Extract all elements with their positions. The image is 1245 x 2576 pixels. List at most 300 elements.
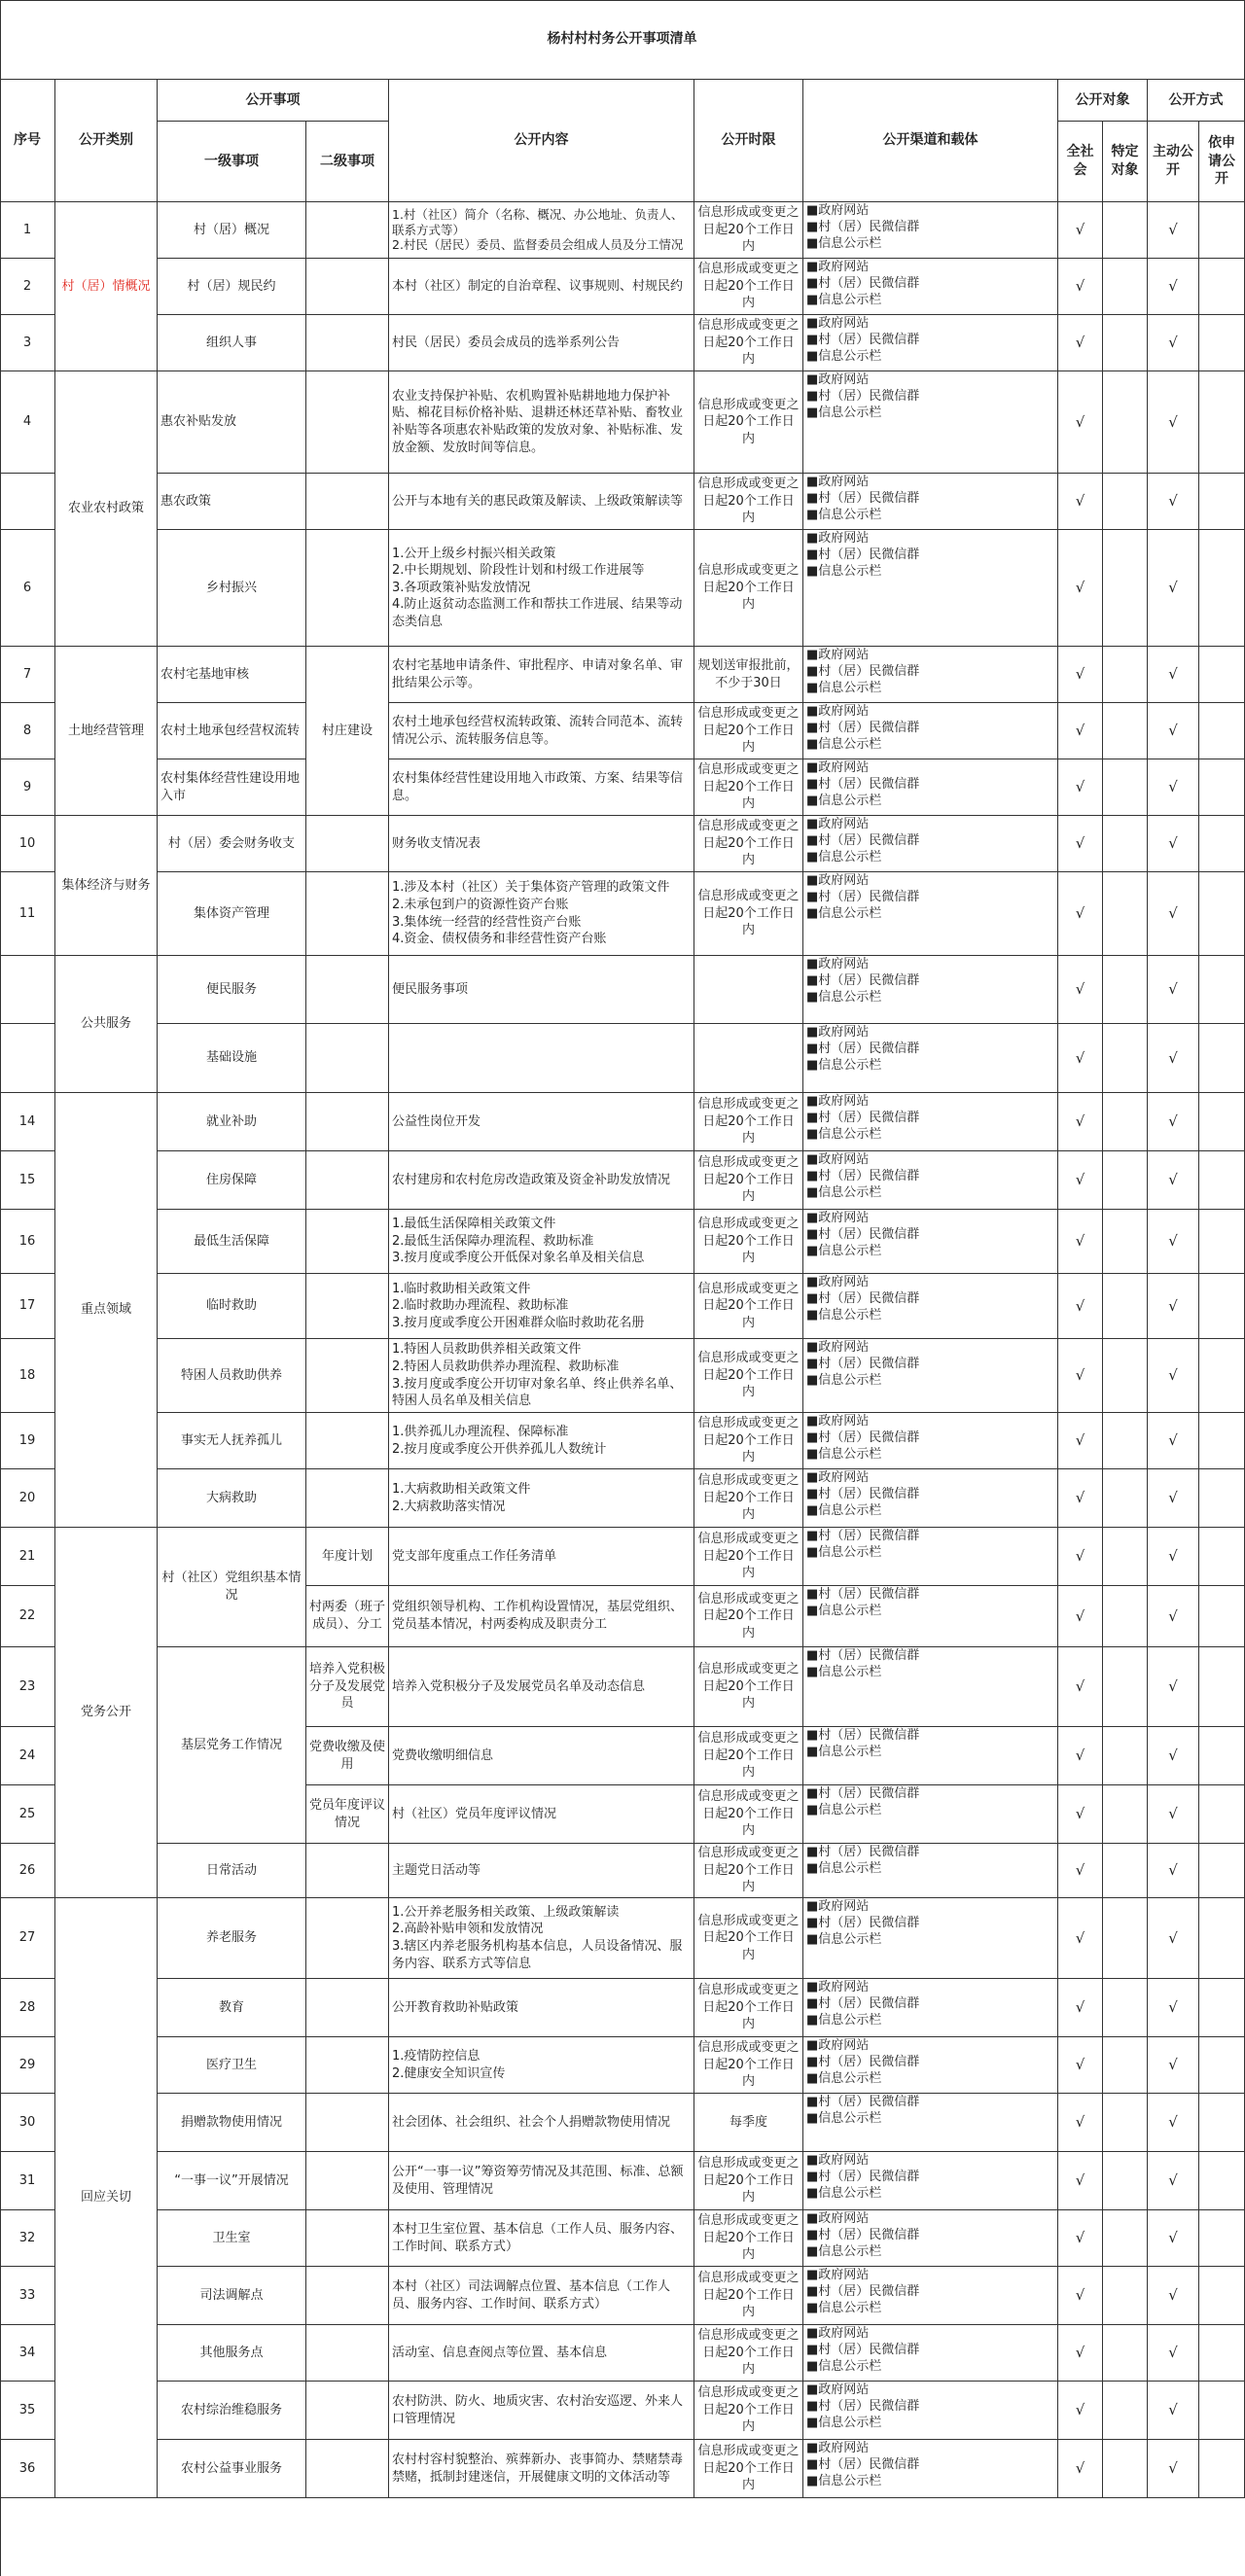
row-number-text: 17 — [18, 1298, 36, 1314]
row-number — [0, 647, 55, 703]
row-number — [0, 703, 55, 759]
time-limit-cell — [694, 872, 803, 956]
level1-item-text: 农村公益事业服务 — [180, 2460, 282, 2476]
check-method-active — [1148, 2094, 1199, 2152]
row-number-text: 33 — [18, 2287, 36, 2303]
level1-group — [158, 1647, 306, 1844]
time-limit-cell — [694, 202, 803, 259]
check-method-active — [1148, 1785, 1199, 1844]
check-method-active — [1148, 1727, 1199, 1785]
category-cell — [55, 647, 158, 816]
level2-item — [306, 956, 389, 1024]
check-method-active-text: √ — [1168, 2401, 1178, 2419]
check-target-all-text: √ — [1075, 277, 1085, 296]
level1-item — [158, 1413, 306, 1469]
content-cell-text: 村（社区）党员年度评议情况 — [392, 1806, 557, 1821]
check-target-specific — [1103, 2440, 1148, 2498]
table-title-text: 杨村村村务公开事项清单 — [547, 31, 697, 48]
channel-item: ■政府网站 — [806, 2441, 870, 2455]
content-cell-text: 本村卫生室位置、基本信息（工作人员、服务内容、工作时间、联系方式） — [392, 2221, 684, 2254]
channel-item: ■信息公示栏 — [806, 1446, 882, 1462]
level1-item-text: 村（居）概况 — [193, 222, 269, 237]
content-cell — [389, 2267, 694, 2325]
check-method-apply — [1199, 1093, 1245, 1151]
channel-cell — [803, 1898, 1058, 1979]
row-number-text: 31 — [18, 2172, 36, 2188]
check-target-specific — [1103, 1528, 1148, 1586]
channel-item: ■信息公示栏 — [806, 563, 882, 579]
content-cell — [389, 530, 694, 647]
level1-item — [158, 1979, 306, 2037]
time-limit-cell-text: 信息形成或变更之日起20个工作日内 — [697, 2213, 800, 2263]
level1-item-text: 组织人事 — [205, 335, 257, 350]
check-method-active-text: √ — [1168, 1747, 1178, 1765]
level1-item-text: 集体资产管理 — [193, 905, 269, 921]
level1-item-text: 教育 — [218, 1999, 244, 2015]
channel-cell — [803, 2037, 1058, 2094]
content-cell-text: 党费收缴明细信息 — [392, 1747, 494, 1763]
check-target-all — [1058, 1093, 1103, 1151]
content-cell — [389, 1528, 694, 1586]
level1-item-text: 卫生室 — [212, 2230, 251, 2245]
check-method-apply — [1199, 2037, 1245, 2094]
channel-item: ■村（居）民微信群 — [806, 1915, 920, 1930]
check-method-active — [1148, 1586, 1199, 1647]
channel-item: ■政府网站 — [806, 2038, 870, 2053]
row-number-text: 24 — [18, 1747, 36, 1763]
row-number — [0, 2037, 55, 2094]
row-number-text: 22 — [18, 1608, 36, 1624]
category-cell — [55, 1528, 158, 1898]
channel-item: ■政府网站 — [806, 704, 870, 719]
header-method-apply — [1199, 122, 1245, 202]
check-method-apply — [1199, 647, 1245, 703]
row-number-text: 18 — [18, 1367, 36, 1383]
category-cell-text: 集体经济与财务 — [61, 877, 151, 893]
level2-item — [306, 2325, 389, 2382]
category-cell-text: 土地经营管理 — [67, 723, 144, 738]
channel-cell — [803, 1727, 1058, 1785]
time-limit-cell-text: 信息形成或变更之日起20个工作日内 — [697, 205, 800, 255]
channel-item: ■村（居）民微信群 — [806, 388, 920, 404]
row-number — [0, 2267, 55, 2325]
check-method-active-text: √ — [1168, 579, 1178, 597]
header-target-text: 公开对象 — [1075, 91, 1130, 108]
header-category-text: 公开类别 — [79, 132, 133, 149]
level1-item-text: 乡村振兴 — [205, 580, 257, 595]
header-level1-text: 一级事项 — [204, 153, 259, 169]
check-target-all — [1058, 2325, 1103, 2382]
header-method-active-text: 主动公开 — [1153, 144, 1193, 178]
channel-item: ■政府网站 — [806, 1025, 870, 1040]
check-method-active-text: √ — [1168, 904, 1178, 923]
level1-item — [158, 315, 306, 371]
channel-item: ■村（居）民微信群 — [806, 720, 920, 735]
time-limit-cell-text: 信息形成或变更之日起20个工作日内 — [697, 2156, 800, 2205]
level2-item — [306, 816, 389, 872]
level2-item — [306, 1844, 389, 1898]
channel-item: ■信息公示栏 — [806, 1860, 882, 1876]
level1-item-text: 捐赠款物使用情况 — [180, 2114, 282, 2130]
check-method-active-text: √ — [1168, 1232, 1178, 1251]
check-method-active-text: √ — [1168, 2056, 1178, 2074]
category-cell-text: 公共服务 — [80, 1016, 131, 1032]
row-number-text: 35 — [18, 2402, 36, 2417]
channel-item: ■村（居）民微信群 — [806, 2342, 920, 2357]
check-target-all-text: √ — [1075, 1048, 1085, 1067]
channel-item: ■村（居）民微信群 — [806, 1648, 920, 1663]
check-target-all-text: √ — [1075, 2056, 1085, 2074]
check-target-specific — [1103, 1469, 1148, 1528]
row-number-text: 7 — [22, 666, 32, 682]
check-target-specific — [1103, 1586, 1148, 1647]
time-limit-cell — [694, 2210, 803, 2267]
level2-item-text: 村两委（班子成员）、分工 — [309, 1600, 386, 1632]
level1-item — [158, 1210, 306, 1274]
check-target-all — [1058, 2382, 1103, 2440]
row-number — [0, 1647, 55, 1727]
check-method-apply — [1199, 474, 1245, 530]
level2-item — [306, 315, 389, 371]
row-number — [0, 2152, 55, 2210]
check-target-specific — [1103, 872, 1148, 956]
time-limit-cell-text: 信息形成或变更之日起20个工作日内 — [697, 2271, 800, 2320]
content-cell-text: 本村（社区）司法调解点位置、基本信息（工作人员、服务内容、工作时间、联系方式） — [392, 2278, 671, 2311]
check-method-active — [1148, 759, 1199, 816]
level1-item — [158, 202, 306, 259]
check-method-active-text: √ — [1168, 1431, 1178, 1450]
channel-cell — [803, 1469, 1058, 1528]
level1-item — [158, 2094, 306, 2152]
check-method-active — [1148, 202, 1199, 259]
channel-item: ■村（居）民微信群 — [806, 219, 920, 234]
level1-item — [158, 530, 306, 647]
check-target-all-text: √ — [1075, 1861, 1085, 1880]
time-limit-cell-text: 信息形成或变更之日起20个工作日内 — [697, 1473, 800, 1523]
level1-item — [158, 872, 306, 956]
check-method-apply — [1199, 1339, 1245, 1413]
check-method-active-text: √ — [1168, 1677, 1178, 1696]
header-method-text: 公开方式 — [1168, 91, 1224, 108]
content-cell — [389, 703, 694, 759]
check-method-apply — [1199, 956, 1245, 1024]
level2-item — [306, 1785, 389, 1844]
row-number — [0, 956, 55, 1024]
check-target-all — [1058, 259, 1103, 315]
category-cell — [55, 1898, 158, 2498]
channel-item: ■信息公示栏 — [806, 1544, 882, 1560]
time-limit-cell — [694, 1647, 803, 1727]
level1-item-text: “一事一议”开展情况 — [174, 2172, 289, 2188]
check-method-active — [1148, 2440, 1199, 2498]
category-cell-text: 党务公开 — [80, 1705, 131, 1720]
level1-item — [158, 647, 306, 703]
level1-item — [158, 2382, 306, 2440]
channel-cell — [803, 1210, 1058, 1274]
row-number-text: 15 — [18, 1172, 36, 1187]
check-method-active-text: √ — [1168, 1861, 1178, 1880]
table-title — [0, 0, 1245, 80]
content-cell — [389, 2037, 694, 2094]
level1-item-text: 惠农政策 — [160, 493, 212, 509]
channel-cell — [803, 202, 1058, 259]
check-target-all — [1058, 1647, 1103, 1727]
level2-item — [306, 2152, 389, 2210]
level2-item — [306, 259, 389, 315]
check-method-apply — [1199, 1210, 1245, 1274]
check-method-active — [1148, 647, 1199, 703]
channel-item: ■信息公示栏 — [806, 1126, 882, 1142]
check-target-all-text: √ — [1075, 1431, 1085, 1450]
row-number — [0, 259, 55, 315]
channel-cell — [803, 315, 1058, 371]
level2-item — [306, 371, 389, 474]
check-target-specific — [1103, 1979, 1148, 2037]
content-cell — [389, 1727, 694, 1785]
row-number-text: 8 — [22, 723, 32, 738]
check-target-all-text: √ — [1075, 1677, 1085, 1696]
check-target-specific — [1103, 371, 1148, 474]
channel-item: ■信息公示栏 — [806, 1931, 882, 1947]
time-limit-cell-text: 信息形成或变更之日起20个工作日内 — [697, 1217, 800, 1266]
channel-cell — [803, 1586, 1058, 1647]
channel-item: ■村（居）民微信群 — [806, 1226, 920, 1242]
content-cell-text: 财务收支情况表 — [392, 835, 481, 851]
content-cell-text: 农村建房和农村危房改造政策及资金补助发放情况 — [392, 1172, 671, 1187]
channel-cell — [803, 2210, 1058, 2267]
time-limit-cell-text: 信息形成或变更之日起20个工作日内 — [697, 1532, 800, 1581]
content-cell-text: 公开与本地有关的惠民政策及解读、上级政策解读等 — [392, 493, 684, 509]
level1-item — [158, 2440, 306, 2498]
channel-item: ■村（居）民微信群 — [806, 2095, 920, 2109]
header-time-limit — [694, 80, 803, 202]
check-target-specific — [1103, 956, 1148, 1024]
content-cell — [389, 474, 694, 530]
check-target-specific — [1103, 703, 1148, 759]
channel-item: ■信息公示栏 — [806, 405, 882, 420]
level2-item — [306, 1210, 389, 1274]
content-cell-text: 村民（居民）委员会成员的选举系列公告 — [392, 335, 621, 350]
header-target-all-text: 全社会 — [1066, 144, 1094, 178]
check-method-active-text: √ — [1168, 834, 1178, 853]
time-limit-cell — [694, 1413, 803, 1469]
level1-item-text: 农村土地承包经营权流转 — [160, 723, 301, 738]
check-target-all — [1058, 1339, 1103, 1413]
check-method-apply — [1199, 371, 1245, 474]
channel-item: ■村（居）民微信群 — [806, 332, 920, 347]
time-limit-cell — [694, 1979, 803, 2037]
category-cell — [55, 1093, 158, 1528]
channel-cell — [803, 1413, 1058, 1469]
level2-item — [306, 2037, 389, 2094]
row-number-text: 16 — [18, 1233, 36, 1249]
time-limit-cell — [694, 315, 803, 371]
check-target-all-text: √ — [1075, 2229, 1085, 2247]
time-limit-cell-text: 信息形成或变更之日起20个工作日内 — [697, 819, 800, 868]
row-number-text: 30 — [18, 2114, 36, 2130]
channel-cell — [803, 530, 1058, 647]
level2-item — [306, 474, 389, 530]
category-cell — [55, 202, 158, 371]
channel-item: ■政府网站 — [806, 2382, 870, 2397]
row-number — [0, 1413, 55, 1469]
check-target-specific — [1103, 2382, 1148, 2440]
check-method-active — [1148, 1844, 1199, 1898]
content-cell-text: 农村防洪、防火、地质灾害、农村治安巡逻、外来人口管理情况 — [392, 2393, 684, 2426]
content-cell-text: 1.特困人员救助供养相关政策文件 2.特困人员救助供养办理流程、救助标准 3.按月度或季度公开切审对象名单、终止供养名单、特困人员名单及相关信息 — [392, 1342, 683, 1409]
time-limit-cell-text: 每季度 — [729, 2114, 767, 2130]
header-level2-text: 二级事项 — [320, 153, 374, 169]
check-method-active — [1148, 2267, 1199, 2325]
time-limit-cell — [694, 2152, 803, 2210]
time-limit-cell — [694, 1586, 803, 1647]
level1-group-text: 村（社区）党组织基本情况 — [161, 1570, 302, 1603]
level1-item-text: 最低生活保障 — [193, 1233, 269, 1249]
check-method-apply — [1199, 2267, 1245, 2325]
channel-item: ■信息公示栏 — [806, 235, 882, 251]
level2-item — [306, 1979, 389, 2037]
channel-item: ■信息公示栏 — [806, 507, 882, 522]
channel-item: ■信息公示栏 — [806, 2300, 882, 2315]
check-target-specific — [1103, 1727, 1148, 1785]
content-cell — [389, 2094, 694, 2152]
row-number-text: 34 — [18, 2345, 36, 2360]
row-number — [0, 1274, 55, 1339]
content-cell-text: 农业支持保护补贴、农机购置补贴耕地地力保护补贴、棉花目标价格补贴、退耕还林还草补贴、畜牧业补贴等各项惠农补贴政策的发放对象、补贴标准、发放金额、发放时间等信息。 — [392, 388, 684, 455]
level1-item-text: 特困人员救助供养 — [180, 1367, 282, 1383]
content-cell — [389, 202, 694, 259]
content-cell — [389, 956, 694, 1024]
level1-item — [158, 1024, 306, 1093]
time-limit-cell — [694, 2325, 803, 2382]
check-target-all — [1058, 202, 1103, 259]
check-method-active-text: √ — [1168, 1928, 1178, 1947]
check-method-apply — [1199, 759, 1245, 816]
header-method-active — [1148, 122, 1199, 202]
time-limit-cell — [694, 1898, 803, 1979]
check-target-all-text: √ — [1075, 1998, 1085, 2017]
row-number-text: 10 — [18, 835, 36, 851]
time-limit-cell-text: 信息形成或变更之日起20个工作日内 — [697, 1789, 800, 1839]
level1-item-text: 其他服务点 — [199, 2345, 264, 2360]
level1-item-text: 司法调解点 — [199, 2287, 264, 2303]
channel-item: ■村（居）民微信群 — [806, 1587, 920, 1602]
check-method-active — [1148, 1151, 1199, 1210]
content-cell-text: 1.临时救助相关政策文件 2.临时救助办理流程、救助标准 3.按月度或季度公开困难群众临时救助花名册 — [392, 1281, 645, 1330]
content-cell-text: 农村土地承包经营权流转政策、流转合同范本、流转情况公示、流转服务信息等。 — [392, 714, 684, 747]
header-channel-text: 公开渠道和载体 — [882, 132, 978, 149]
check-target-all — [1058, 816, 1103, 872]
level1-item-text: 临时救助 — [205, 1298, 257, 1314]
row-number — [0, 1785, 55, 1844]
channel-cell — [803, 2382, 1058, 2440]
row-number-text: 28 — [18, 1999, 36, 2015]
time-limit-cell-text: 信息形成或变更之日起20个工作日内 — [697, 563, 800, 613]
channel-item: ■信息公示栏 — [806, 2185, 882, 2201]
content-cell — [389, 1210, 694, 1274]
time-limit-cell-text: 信息形成或变更之日起20个工作日内 — [697, 397, 800, 446]
check-target-all-text: √ — [1075, 980, 1085, 999]
row-number — [0, 1024, 55, 1093]
level1-item — [158, 1274, 306, 1339]
content-cell — [389, 1024, 694, 1093]
check-target-specific — [1103, 1093, 1148, 1151]
content-cell — [389, 1647, 694, 1727]
channel-item: ■政府网站 — [806, 2268, 870, 2282]
row-number-text: 3 — [22, 335, 32, 350]
row-number-text: 25 — [18, 1806, 36, 1821]
level1-item-text: 日常活动 — [205, 1862, 257, 1878]
check-target-all-text: √ — [1075, 665, 1085, 684]
channel-item: ■信息公示栏 — [806, 1502, 882, 1518]
channel-item: ■村（居）民微信群 — [806, 1168, 920, 1183]
level1-item — [158, 2325, 306, 2382]
channel-item: ■信息公示栏 — [806, 1802, 882, 1817]
check-method-active-text: √ — [1168, 1998, 1178, 2017]
header-channel — [803, 80, 1058, 202]
channel-item: ■信息公示栏 — [806, 905, 882, 921]
channel-cell — [803, 1647, 1058, 1727]
check-method-active — [1148, 1647, 1199, 1727]
channel-cell — [803, 2094, 1058, 2152]
check-method-active — [1148, 1528, 1199, 1586]
row-number — [0, 1339, 55, 1413]
check-method-active-text: √ — [1168, 1547, 1178, 1566]
check-method-active — [1148, 1413, 1199, 1469]
level1-item — [158, 816, 306, 872]
level1-item — [158, 703, 306, 759]
level2-item-text: 党费收缴及使用 — [309, 1739, 386, 1772]
channel-item: ■信息公示栏 — [806, 2243, 882, 2259]
check-method-active — [1148, 2037, 1199, 2094]
level2-item — [306, 1898, 389, 1979]
row-number — [0, 1528, 55, 1586]
channel-item: ■村（居）民微信群 — [806, 1529, 920, 1543]
channel-item: ■信息公示栏 — [806, 2415, 882, 2430]
check-target-specific — [1103, 2267, 1148, 2325]
time-limit-cell-text: 信息形成或变更之日起20个工作日内 — [697, 2385, 800, 2435]
check-method-apply — [1199, 2325, 1245, 2382]
category-cell-text: 回应关切 — [80, 2190, 131, 2205]
channel-item: ■政府网站 — [806, 475, 870, 489]
time-limit-cell — [694, 703, 803, 759]
channel-item: ■村（居）民微信群 — [806, 547, 920, 562]
check-method-apply — [1199, 2210, 1245, 2267]
level2-group — [306, 647, 389, 816]
channel-item: ■村（居）民微信群 — [806, 2283, 920, 2299]
check-method-apply — [1199, 315, 1245, 371]
content-cell — [389, 2210, 694, 2267]
level2-item — [306, 1586, 389, 1647]
channel-item: ■村（居）民微信群 — [806, 2398, 920, 2414]
check-target-all-text: √ — [1075, 579, 1085, 597]
content-cell — [389, 2152, 694, 2210]
row-number-text: 36 — [18, 2460, 36, 2476]
content-cell — [389, 259, 694, 315]
content-cell-text: 党组织领导机构、工作机构设置情况，基层党组织、党员基本情况，村两委构成及职责分工 — [392, 1600, 684, 1632]
header-content — [389, 80, 694, 202]
channel-item: ■政府网站 — [806, 1094, 870, 1109]
content-cell — [389, 1413, 694, 1469]
time-limit-cell-text: 信息形成或变更之日起20个工作日内 — [697, 262, 800, 311]
level1-item — [158, 1339, 306, 1413]
row-number — [0, 2325, 55, 2382]
header-method — [1148, 80, 1245, 122]
check-method-apply — [1199, 1469, 1245, 1528]
channel-item: ■政府网站 — [806, 1899, 870, 1914]
row-number — [0, 371, 55, 474]
channel-item: ■信息公示栏 — [806, 1744, 882, 1759]
